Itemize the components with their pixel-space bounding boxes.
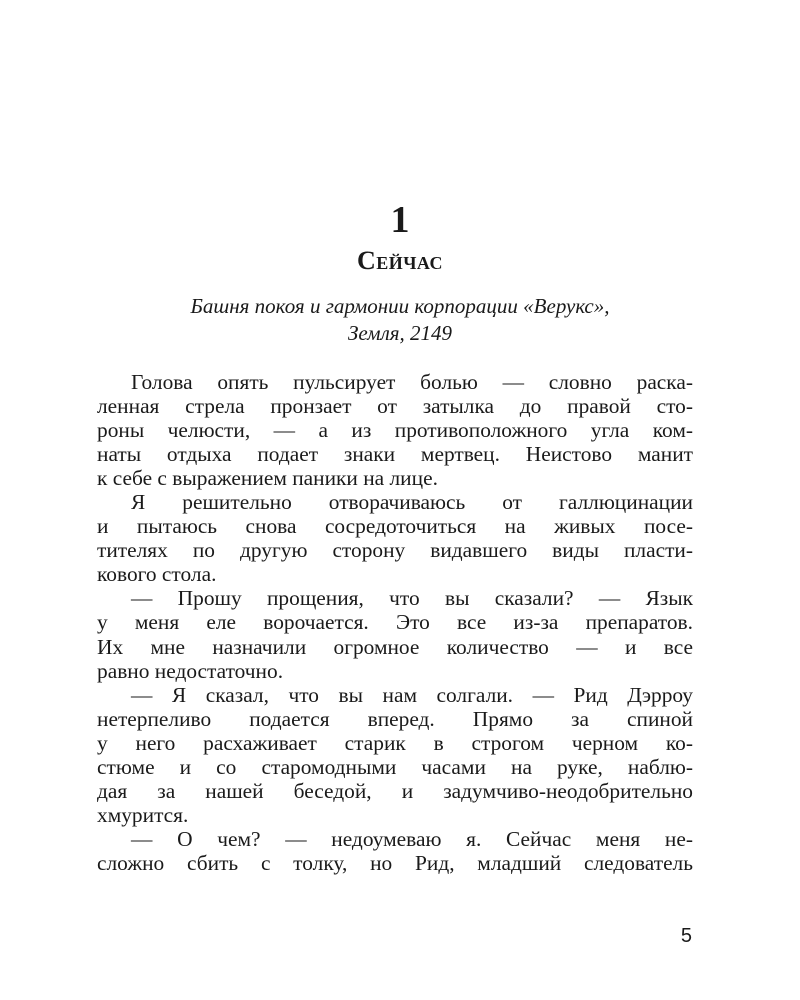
paragraph xyxy=(97,827,693,875)
text-line: роны челюсти, — а из противоположного угла ком- xyxy=(97,418,693,443)
text-line: дая за нашей беседой, и задумчиво-неодобрительно xyxy=(97,778,693,803)
text-line: у него расхаживает старик в строгом черном ко- xyxy=(97,730,693,755)
text-line: — Я сказал, что вы нам солгали. — Рид Дэрроу xyxy=(131,682,693,707)
text-line: кового стола. xyxy=(97,562,217,587)
page-number: 5 xyxy=(680,925,692,947)
epigraph-location: Башня покоя и гармонии корпорации «Верукс», xyxy=(190,294,610,318)
epigraph xyxy=(100,293,700,347)
text-line: к себе с выражением паники на лице. xyxy=(97,466,438,491)
text-line: хмурится. xyxy=(97,802,189,827)
chapter-number: 1 xyxy=(390,199,410,241)
paragraph xyxy=(97,586,693,682)
text-line: ленная стрела пронзает от затылка до правой сто- xyxy=(97,394,693,419)
text-line: Я решительно отворачиваюсь от галлюцинации xyxy=(131,490,693,515)
text-line: Голова опять пульсирует болью — словно раска- xyxy=(131,370,693,394)
text-line: равно недостаточно. xyxy=(97,658,284,683)
text-line: тителях по другую сторону видавшего виды пласти- xyxy=(97,538,693,563)
text-line: Их мне назначили огромное количество — и все xyxy=(97,634,693,659)
text-line: — Прошу прощения, что вы сказали? — Язык xyxy=(131,586,693,611)
text-line: стюме и со старомодными часами на руке, наблю- xyxy=(97,754,693,779)
paragraph xyxy=(97,683,693,827)
body-text xyxy=(97,370,693,875)
chapter-title: Сейчас xyxy=(356,246,444,275)
epigraph-place-date: Земля, 2149 xyxy=(347,321,452,345)
paragraph xyxy=(97,490,693,586)
text-line: и пытаюсь снова сосредоточиться на живых посе- xyxy=(97,514,693,539)
text-line: у меня еле ворочается. Это все из-за препаратов. xyxy=(97,610,693,635)
text-line: наты отдыха подает знаки мертвец. Неистово манит xyxy=(97,442,693,467)
text-line: сложно сбить с толку, но Рид, младший следователь xyxy=(97,850,693,875)
paragraph xyxy=(97,370,693,490)
text-line: нетерпеливо подается вперед. Прямо за спиной xyxy=(97,706,693,731)
text-line: — О чем? — недоумеваю я. Сейчас меня не- xyxy=(131,826,693,851)
